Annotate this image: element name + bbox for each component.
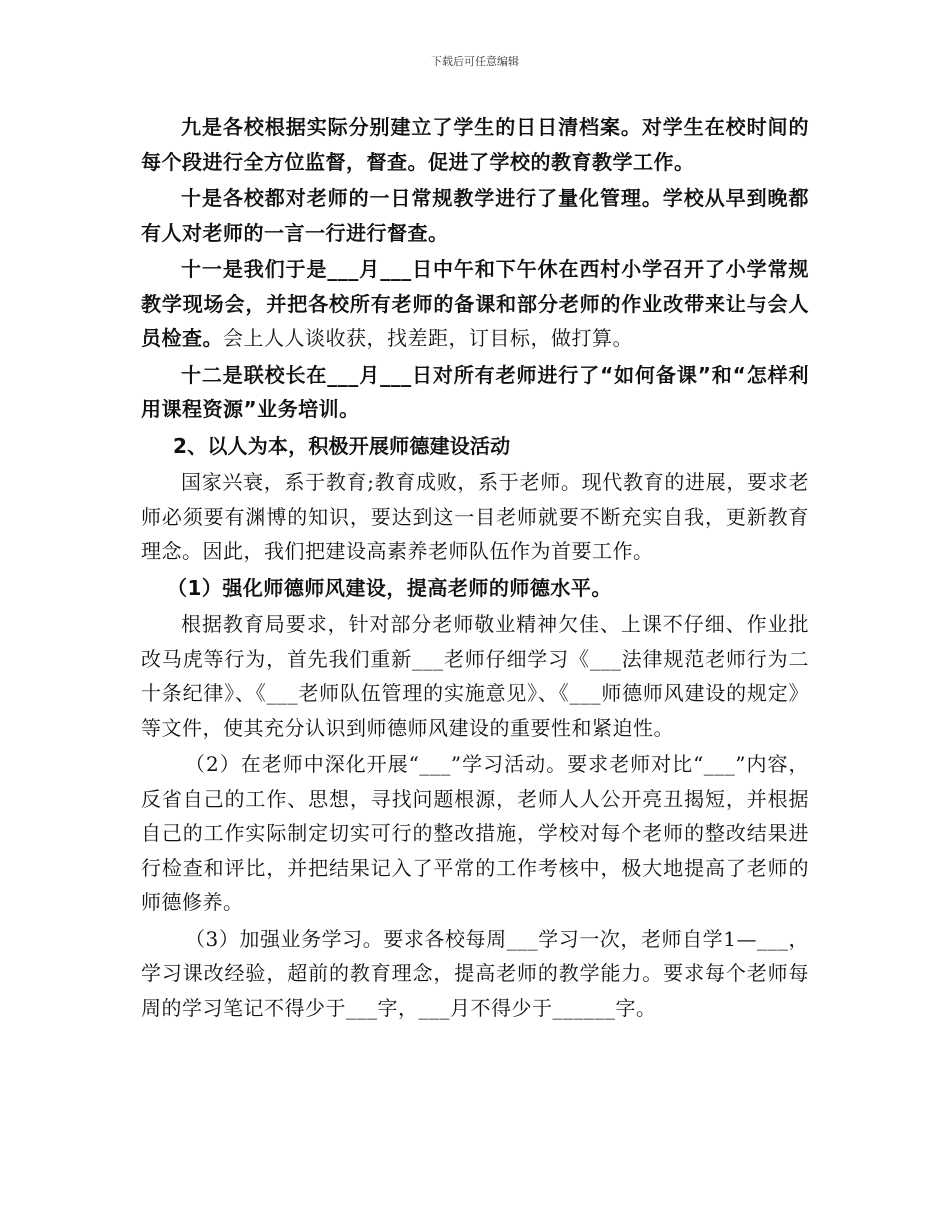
section-heading-2: 2、以人为本，积极开展师德建设活动 [173,433,511,458]
subsection-3: （3）加强业务学习。要求各校每周___学习一次，老师自学1—___，学习课改经验，超前的教育理念，提高老师的教学能力。要求每个老师每周的学习笔记不得少于___字，___月不得少于______字。 [141,926,809,1020]
paragraph-item-9: 九是各校根据实际分别建立了学生的日日清档案。对学生在校时间的每个段进行全方位监督，督查。促进了学校的教育教学工作。 [141,115,809,174]
subsection-1-body: 根据教育局要求，针对部分老师敬业精神欠佳、上课不仔细、作业批改马虎等行为，首先我们重新___老师仔细学习《___法律规范老师行为二十条纪律》、《___老师队伍管理的实施意见》、《___师德师风建设的规定》等文件，使其充分认识到师德师风建设的重要性和紧迫性。 [141,612,809,740]
paragraph-item-11-plain: 会上人人谈收获，找差距，订目标，做打算。 [223,326,633,350]
paragraph-item-10: 十是各校都对老师的一日常规教学进行了量化管理。学校从早到晚都有人对老师的一言一行进行督查。 [141,186,809,245]
subsection-2: （2）在老师中深化开展“___”学习活动。要求老师对比“___”内容，反省自己的工作、思想，寻找问题根源，老师人人公开亮丑揭短，并根据自己的工作实际制定切实可行的整改措施，学校对每个老师的整改结果进行检查和评比，并把结果记入了平常的工作考核中，极大地提高了老师的师德修养。 [141,752,809,914]
document-body [141,110,809,1025]
page-header-note: 下载后可任意编辑 [431,55,519,68]
subsection-1-title: （1）强化师德师风建设，提高老师的师德水平。 [167,575,612,600]
paragraph-intro: 国家兴衰，系于教育;教育成败，系于老师。现代教育的进展，要求老师必须要有渊博的知识，要达到这一目老师就要不断充实自我，更新教育理念。因此，我们把建设高素养老师队伍作为首要工作。 [141,470,809,563]
paragraph-item-12: 十二是联校长在___月___日对所有老师进行了“如何备课”和“怎样利用课程资源”业务培训。 [141,362,809,421]
paragraph-item-11-bold: 十一是我们于是___月___日中午和下午休在西村小学召开了小学常规教学现场会，并把各校所有老师的备课和部分老师的作业改带来让与会人员检查。 [141,257,809,350]
paragraph-item-11 [141,252,809,356]
